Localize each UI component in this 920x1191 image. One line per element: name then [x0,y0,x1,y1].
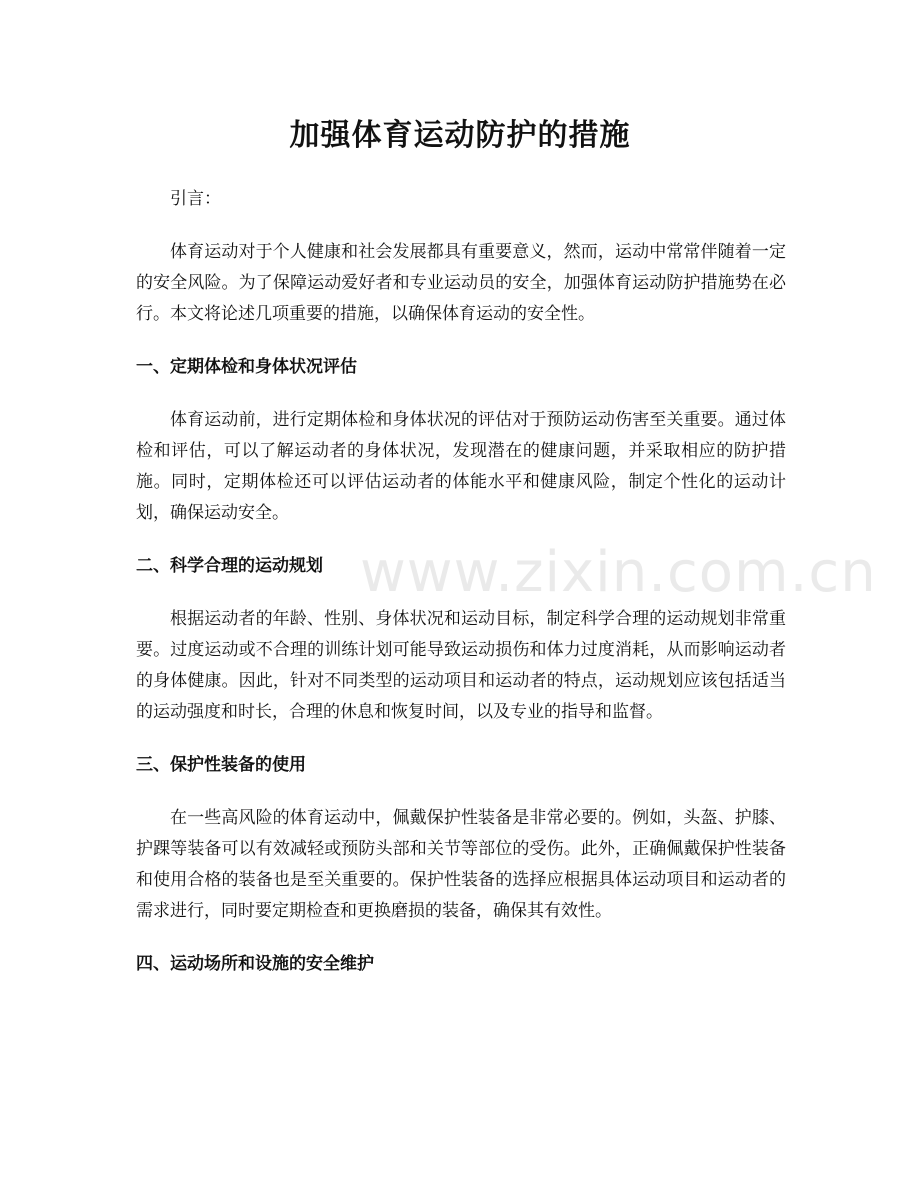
intro-label: 引言： [170,189,221,209]
section-heading-2: 二、科学合理的运动规划 [136,556,323,576]
document-title: 加强体育运动防护的措施 [289,118,631,153]
document-body [136,184,786,1002]
section-paragraph-3: 在一些高风险的体育运动中，佩戴保护性装备是非常必要的。例如，头盔、护膝、护踝等装备可以有效减轻或预防头部和关节等部位的受伤。此外，正确佩戴保护性装备和使用合格的装备也是至关重要的。保护性装备的选择应根据具体运动项目和运动者的需求进行，同时要定期检查和更换磨损的装备，确保其有效性。 [136,808,786,921]
watermark: www.zixin.com.cn [360,540,877,605]
section-heading-4: 四、运动场所和设施的安全维护 [136,954,374,974]
section-paragraph-2: 根据运动者的年龄、性别、身体状况和运动目标，制定科学合理的运动规划非常重要。过度运动或不合理的训练计划可能导致运动损伤和体力过度消耗，从而影响运动者的身体健康。因此，针对不同类型的运动项目和运动者的特点，运动规划应该包括适当的运动强度和时长，合理的休息和恢复时间，以及专业的指导和监督。 [136,609,786,722]
section-heading-1: 一、定期体检和身体状况评估 [136,357,357,377]
section-heading-3: 三、保护性装备的使用 [136,755,306,775]
intro-paragraph: 体育运动对于个人健康和社会发展都具有重要意义，然而，运动中常常伴随着一定的安全风险。为了保障运动爱好者和专业运动员的安全，加强体育运动防护措施势在必行。本文将论述几项重要的措施，以确保体育运动的安全性。 [136,242,786,324]
section-paragraph-1: 体育运动前，进行定期体检和身体状况的评估对于预防运动伤害至关重要。通过体检和评估，可以了解运动者的身体状况，发现潜在的健康问题，并采取相应的防护措施。同时，定期体检还可以评估运动者的体能水平和健康风险，制定个性化的运动计划，确保运动安全。 [136,410,786,523]
